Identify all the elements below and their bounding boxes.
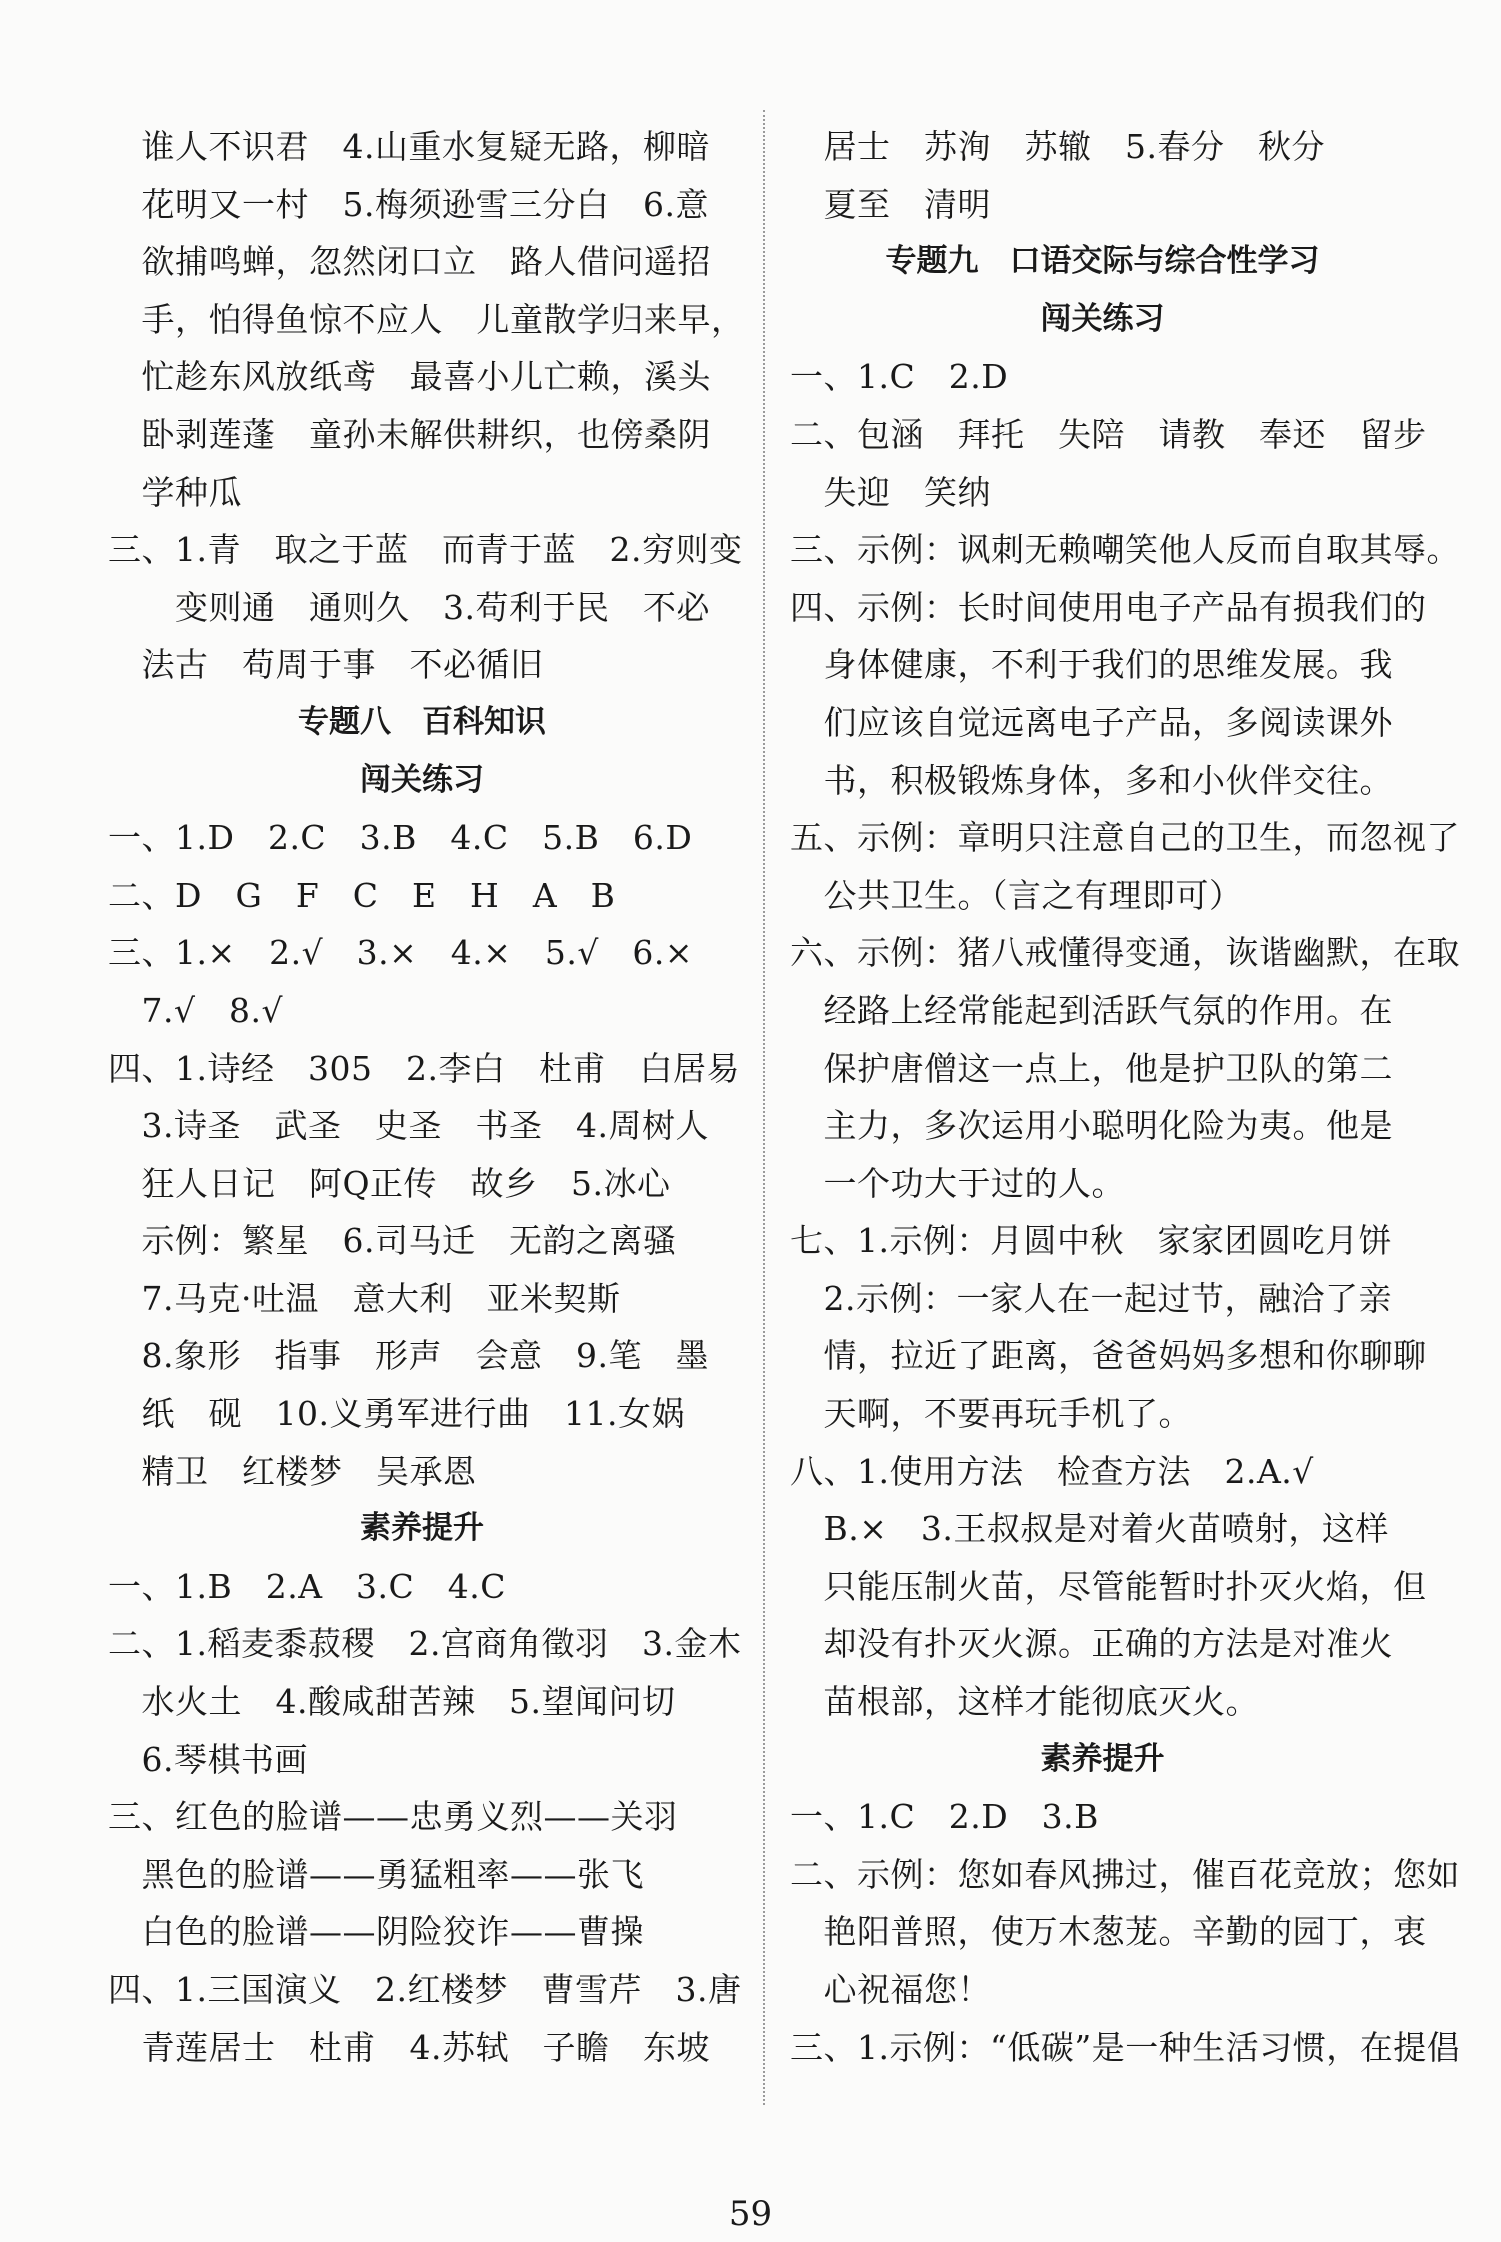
- answer-line: 保护唐僧这一点上，他是护卫队的第二: [790, 1048, 1393, 1088]
- answer-line: 花明又一村 5.梅须逊雪三分白 6.意: [108, 184, 709, 224]
- answer-line: 二、D G F C E H A B: [108, 875, 616, 915]
- answer-line: 五、示例：章明只注意自己的卫生，而忽视了: [790, 818, 1460, 858]
- answer-line: 欲捕鸣蝉，忽然闭口立 路人借问遥招: [108, 242, 711, 282]
- answer-line: 青莲居士 杜甫 4.苏轼 子瞻 东坡: [108, 2027, 710, 2067]
- page-number: 59: [728, 2194, 773, 2234]
- answer-line: 狂人日记 阿Q正传 故乡 5.冰心: [108, 1163, 671, 1203]
- answer-line: 四、1.诗经 305 2.李白 杜甫 白居易: [108, 1048, 740, 1088]
- answer-line: 2.示例：一家人在一起过节，融洽了亲: [790, 1278, 1392, 1318]
- answer-line: 6.琴棋书画: [108, 1739, 308, 1779]
- answer-line: 水火土 4.酸咸甜苦辣 5.望闻问切: [108, 1682, 676, 1722]
- answer-line: 四、1.三国演义 2.红楼梦 曹雪芹 3.唐: [108, 1970, 742, 2009]
- section-heading: 素养提升: [1040, 1740, 1165, 1777]
- answer-line: 卧剥莲蓬 童孙未解供耕织，也傍桑阴: [108, 414, 711, 454]
- answer-line: 六、示例：猪八戒懂得变通，诙谐幽默，在取: [790, 933, 1460, 973]
- answer-line: 一、1.D 2.C 3.B 4.C 5.B 6.D: [108, 818, 693, 858]
- answer-line: 黑色的脸谱——勇猛粗率——张飞: [108, 1854, 644, 1894]
- answer-line: 三、1.× 2.√ 3.× 4.× 5.√ 6.×: [108, 933, 694, 973]
- answer-line: 3.诗圣 武圣 史圣 书圣 4.周树人: [108, 1106, 709, 1146]
- answer-line: 七、1.示例：月圆中秋 家家团圆吃月饼: [790, 1221, 1392, 1261]
- answer-line: 苗根部，这样才能彻底灭火。: [790, 1682, 1259, 1722]
- answer-line: 示例：繁星 6.司马迁 无韵之离骚: [108, 1221, 677, 1261]
- answer-line: 7.√ 8.√: [108, 990, 284, 1030]
- answer-line: 变则通 通则久 3.苟利于民 不必: [108, 587, 710, 627]
- answer-line: 们应该自觉远离电子产品，多阅读课外: [790, 702, 1393, 742]
- column-divider: [763, 110, 765, 2105]
- answer-line: 天啊，不要再玩手机了。: [790, 1394, 1192, 1434]
- answer-line: 三、1.示例：“低碳”是一种生活习惯，在提倡: [790, 2027, 1461, 2067]
- answer-line: 书，积极锻炼身体，多和小伙伴交往。: [790, 760, 1393, 800]
- answer-line: 主力，多次运用小聪明化险为夷。他是: [790, 1106, 1393, 1146]
- right-column: [790, 118, 1461, 2076]
- answer-line: 三、1.青 取之于蓝 而青于蓝 2.穷则变: [108, 530, 743, 570]
- answer-line: 三、示例：讽刺无赖嘲笑他人反而自取其辱。: [790, 530, 1460, 570]
- answer-line: 精卫 红楼梦 吴承恩: [108, 1451, 477, 1491]
- answer-line: 失迎 笑纳: [790, 472, 991, 512]
- answer-line: 只能压制火苗，尽管能暂时扑灭火焰，但: [790, 1566, 1427, 1606]
- section-heading: 专题九 口语交际与综合性学习: [885, 243, 1320, 280]
- answer-line: 纸 砚 10.义勇军进行曲 11.女娲: [108, 1394, 685, 1434]
- section-heading: 专题八 百科知识: [298, 703, 546, 740]
- answer-line: 三、红色的脸谱——忠勇义烈——关羽: [108, 1797, 678, 1837]
- left-column: [108, 118, 745, 2076]
- answer-line: 白色的脸谱——阴险狡诈——曹操: [108, 1912, 644, 1952]
- answer-line: 二、示例：您如春风拂过，催百花竞放；您如: [790, 1854, 1460, 1894]
- answer-line: 7.马克·吐温 意大利 亚米契斯: [108, 1278, 621, 1318]
- answer-line: 谁人不识君 4.山重水复疑无路，柳暗: [108, 127, 710, 166]
- answer-line: 一、1.B 2.A 3.C 4.C: [108, 1566, 507, 1606]
- section-heading: 闯关练习: [360, 761, 484, 798]
- section-heading: 素养提升: [360, 1510, 484, 1547]
- answer-line: 却没有扑灭火源。正确的方法是对准火: [790, 1624, 1393, 1664]
- answer-line: 一个功大于过的人。: [790, 1163, 1125, 1203]
- answer-line: 身体健康，不利于我们的思维发展。我: [790, 645, 1393, 685]
- answer-line: 居士 苏洵 苏辙 5.春分 秋分: [790, 127, 1325, 166]
- answer-line: 法古 苟周于事 不必循旧: [108, 645, 544, 685]
- answer-line: 学种瓜: [108, 472, 242, 512]
- answer-line: 一、1.C 2.D 3.B: [790, 1797, 1099, 1837]
- answer-line: B.× 3.王叔叔是对着火苗喷射，这样: [790, 1509, 1389, 1549]
- answer-line: 公共卫生。（言之有理即可）: [790, 875, 1243, 915]
- answer-line: 8.象形 指事 形声 会意 9.笔 墨: [108, 1336, 709, 1376]
- answer-line: 艳阳普照，使万木葱茏。辛勤的园丁，衷: [790, 1912, 1427, 1952]
- answer-line: 经路上经常能起到活跃气氛的作用。在: [790, 990, 1393, 1030]
- answer-line: 情，拉近了距离，爸爸妈妈多想和你聊聊: [790, 1336, 1427, 1376]
- answer-line: 八、1.使用方法 检查方法 2.A.√: [790, 1451, 1314, 1491]
- answer-line: 手，怕得鱼惊不应人 儿童散学归来早，: [108, 299, 745, 339]
- answer-line: 二、1.稻麦黍菽稷 2.宫商角徵羽 3.金木: [108, 1624, 742, 1664]
- answer-line: 一、1.C 2.D: [790, 357, 1009, 397]
- answer-line: 二、包涵 拜托 失陪 请教 奉还 留步: [790, 414, 1427, 454]
- answer-line: 夏至 清明: [790, 184, 991, 224]
- answer-line: 忙趁东风放纸鸢 最喜小儿亡赖，溪头: [108, 357, 711, 397]
- answer-line: 四、示例：长时间使用电子产品有损我们的: [790, 587, 1427, 627]
- answer-line: 心祝福您！: [790, 1970, 991, 2009]
- section-heading: 闯关练习: [1040, 300, 1165, 337]
